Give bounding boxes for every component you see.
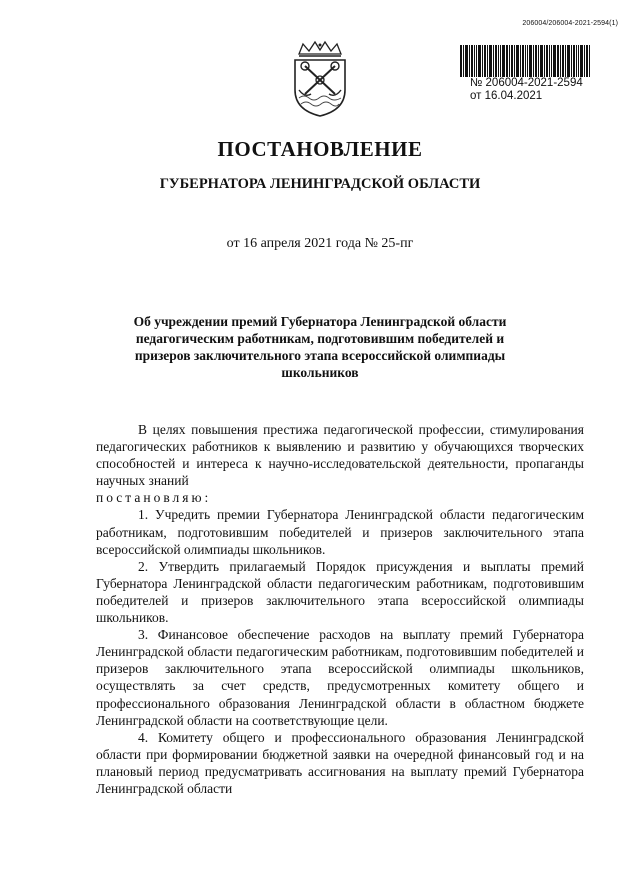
document-type-heading: ПОСТАНОВЛЕНИЕ xyxy=(217,137,423,161)
document-body xyxy=(96,421,584,797)
preamble-paragraph: В целях повышения престижа педагогической профессии, стимулирования педагогических работников к выявлению и развитию у обучающихся творческих способностей и интереса к научно-исследовательской деятельности, пропаганды научных знаний xyxy=(96,422,584,489)
document-subject: Об учреждении премий Губернатора Ленинградской области педагогическим работникам, подготовившим победителей и призеров заключительного этапа всероссийской олимпиады школьников xyxy=(133,314,507,380)
registration-number: № 206004-2021-2594 xyxy=(470,77,583,89)
barcode-icon xyxy=(460,45,590,77)
issuer-heading: ГУБЕРНАТОРА ЛЕНИНГРАДСКОЙ ОБЛАСТИ xyxy=(159,176,481,192)
item-paragraph-4: 4. Комитету общего и профессионального образования Ленинградской области при формировании бюджетной заявки на очередной финансовый год и на плановый период предусматривать ассигнования на выплату премий Губернатора Ленинградской области xyxy=(96,729,584,796)
resolution-word: постановляю: xyxy=(96,490,212,506)
registration-date: от 16.04.2021 xyxy=(470,90,543,102)
item-paragraph-1: 1. Учредить премии Губернатора Ленинградской области педагогическим работникам, подготовившим победителей и призеров заключительного этапа всероссийской олимпиады школьников. xyxy=(96,507,584,557)
item-paragraph-2: 2. Утвердить прилагаемый Порядок присуждения и выплаты премий Губернатора Ленинградской области педагогическим работникам, подготовившим победителей и призеров заключительного этапа всероссийской олимпиады школьников. xyxy=(96,558,584,626)
document-code: 206004/206004-2021-2594(1) xyxy=(522,20,618,27)
document-date-number: от 16 апреля 2021 года № 25-пг xyxy=(226,236,414,251)
item-paragraph-3: 3. Финансовое обеспечение расходов на выплату премий Губернатора Ленинградской области педагогическим работникам, подготовившим победителей и призеров заключительного этапа всероссийской олимпиады школьников, осуществлять за счет средств, предусмотренных комитету общего и профессионального образования Ленинградской области в областном бюджете Ленинградской области на соответствующие цели. xyxy=(96,627,584,728)
registration-block xyxy=(460,45,620,103)
coat-of-arms-icon xyxy=(285,40,355,118)
